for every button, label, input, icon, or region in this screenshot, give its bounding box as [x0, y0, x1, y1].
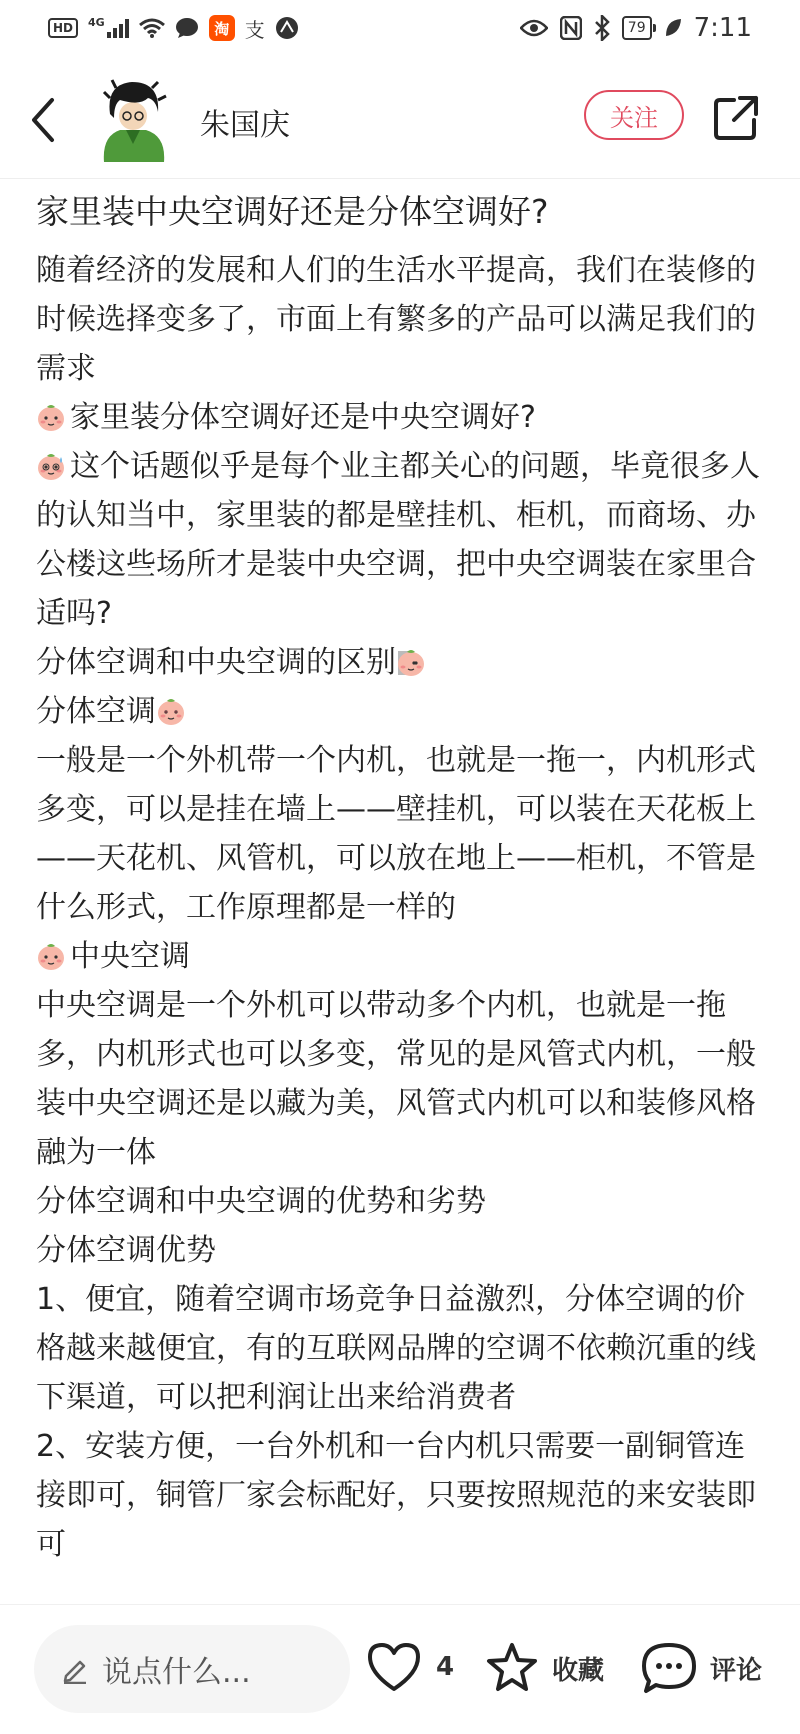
collect-button[interactable]	[484, 1641, 604, 1695]
comment-placeholder: 说点什么...	[102, 1655, 251, 1690]
follow-button[interactable]: 关注	[584, 90, 684, 140]
paragraph-text: 随着经济的发展和人们的生活水平提高，我们在装修的时候选择变多了，市面上有繁多的产品可以满足我们的需求	[36, 253, 756, 386]
paragraph-text: 分体空调优势	[36, 1233, 216, 1268]
status-bar	[0, 0, 800, 56]
battery-icon: 79	[622, 16, 652, 40]
leaf-icon	[664, 18, 682, 38]
star-icon	[484, 1641, 540, 1695]
peach-face-emoji-icon	[36, 402, 66, 432]
paragraph-text: 中央空调	[70, 939, 190, 974]
comment-input[interactable]	[34, 1625, 350, 1713]
paragraph-text: 一般是一个外机带一个内机，也就是一拖一，内机形式多变，可以是挂在墙上——壁挂机，可以装在天花板上——天花机、风管机，可以放在地上——柜机，不管是什么形式，工作原理都是一样的	[36, 743, 756, 925]
like-button[interactable]	[366, 1641, 454, 1693]
like-count: 4	[436, 1652, 455, 1682]
avatar[interactable]	[96, 78, 170, 162]
comment-button[interactable]	[640, 1641, 762, 1695]
paragraph-text: 分体空调和中央空调的区别	[36, 645, 396, 680]
note-paragraph	[36, 246, 766, 393]
note-paragraph	[36, 736, 766, 932]
hd-indicator: HD	[48, 18, 78, 38]
heart-icon	[366, 1641, 422, 1693]
network-type: 4G	[88, 15, 105, 29]
paragraph-text: 家里装分体空调好还是中央空调好?	[70, 400, 536, 435]
note-paragraph	[36, 1226, 766, 1275]
message-icon	[175, 17, 199, 39]
peach-sweat-emoji-icon	[36, 451, 66, 481]
peach-love-emoji-icon	[156, 696, 186, 726]
note-paragraph	[36, 687, 766, 736]
note-paragraph	[36, 981, 766, 1177]
note-paragraph	[36, 638, 766, 687]
note-paragraph	[36, 1422, 766, 1569]
paragraph-text: 分体空调和中央空调的优势和劣势	[36, 1184, 486, 1219]
alipay-app-icon: 支	[244, 17, 265, 42]
note-content	[36, 186, 766, 1596]
back-button[interactable]	[24, 92, 64, 148]
paragraph-text: 中央空调是一个外机可以带动多个内机，也就是一拖多，内机形式也可以多变，常见的是风管式内机，一般装中央空调还是以藏为美，风管式内机可以和装修风格融为一体	[36, 988, 756, 1170]
note-paragraph	[36, 1177, 766, 1226]
app-notification-icon	[275, 16, 299, 40]
note-paragraph	[36, 1275, 766, 1422]
note-paragraph	[36, 932, 766, 981]
wifi-icon	[139, 17, 165, 39]
share-button[interactable]	[712, 94, 760, 142]
note-paragraph	[36, 393, 766, 442]
comment-bubble-icon	[640, 1641, 698, 1695]
bluetooth-icon	[594, 15, 610, 41]
paragraph-text: 这个话题似乎是每个业主都关心的问题，毕竟很多人的认知当中，家里装的都是壁挂机、柜机，而商场、办公楼这些场所才是装中央空调，把中央空调装在家里合适吗?	[36, 449, 760, 631]
bottom-action-bar	[0, 1604, 800, 1734]
clock: 7:11	[693, 13, 752, 43]
signal-icon	[107, 18, 129, 38]
note-header	[0, 62, 800, 179]
paragraph-text: 2、安装方便，一台外机和一台内机只需要一副铜管连接即可，铜管厂家会标配好，只要按照规范的来安装即可	[36, 1429, 756, 1562]
note-body	[36, 246, 766, 1569]
pencil-icon	[60, 1654, 90, 1684]
comment-label: 评论	[710, 1655, 763, 1686]
paragraph-text: 1、便宜，随着空调市场竞争日益激烈，分体空调的价格越来越便宜，有的互联网品牌的空调不依赖沉重的线下渠道，可以把利润让出来给消费者	[36, 1282, 756, 1415]
author-name[interactable]: 朱国庆	[200, 108, 290, 143]
taobao-app-icon: 淘	[209, 15, 235, 41]
peach-peek-emoji-icon	[396, 647, 426, 677]
nfc-icon	[560, 16, 582, 40]
note-title: 家里装中央空调好还是分体空调好?	[36, 192, 549, 231]
note-paragraph	[36, 442, 766, 638]
peach-face-emoji-icon	[36, 941, 66, 971]
collect-label: 收藏	[552, 1655, 605, 1686]
eye-comfort-icon	[520, 18, 548, 38]
paragraph-text: 分体空调	[36, 694, 156, 729]
